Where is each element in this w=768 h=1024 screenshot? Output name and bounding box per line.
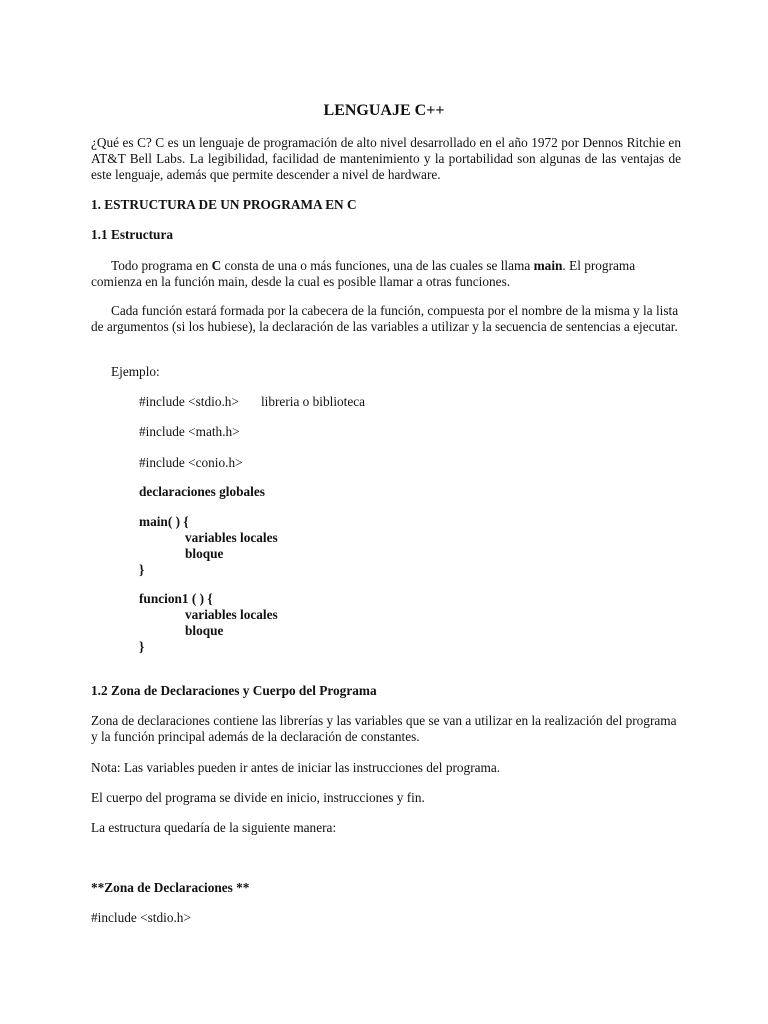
code-main-close: } — [139, 562, 145, 577]
text-run: . El programa comienza en la función main, desde la cual es posible llamar a otras funciones. — [91, 258, 636, 289]
code-include-math: #include <math.h> — [139, 424, 240, 439]
code-global-declarations: declaraciones globales — [139, 484, 265, 499]
document-title: LENGUAJE C++ — [323, 102, 445, 119]
subsection-heading-1-1: 1.1 Estructura — [91, 227, 173, 242]
code-func-block: bloque — [185, 623, 224, 638]
paragraph-main-function — [91, 258, 681, 290]
code-func-vars: variables locales — [185, 607, 278, 622]
code-include-conio: #include <conio.h> — [139, 455, 243, 470]
paragraph-function-structure: Cada función estará formada por la cabecera de la función, compuesta por el nombre de la misma y la lista de argumentos (si los hubiese), la declaración de las variables a utilizar y la secuencia de sentencias a ejecutar. — [91, 303, 679, 334]
code-text: #include <stdio.h> — [139, 394, 239, 409]
section-heading-1: 1. ESTRUCTURA DE UN PROGRAMA EN C — [91, 197, 357, 212]
paragraph-body-division: El cuerpo del programa se divide en inicio, instrucciones y fin. — [91, 790, 425, 805]
text-run: Todo programa en — [111, 258, 212, 273]
code-include-stdio-final: #include <stdio.h> — [91, 910, 191, 925]
code-func-open: funcion1 ( ) { — [139, 591, 213, 606]
code-main-block: bloque — [185, 546, 224, 561]
code-main-open: main( ) { — [139, 514, 189, 529]
subsection-heading-1-2: 1.2 Zona de Declaraciones y Cuerpo del Programa — [91, 683, 377, 698]
intro-paragraph: ¿Qué es C? C es un lenguaje de programación de alto nivel desarrollado en el año 1972 por Dennos Ritchie en AT&T Bell Labs. La legibilidad, facilidad de mantenimiento y la portabilidad son algunas de las ventajas de este lenguaje, además que permite descender a nivel de hardware. — [91, 135, 681, 182]
paragraph-declarations-zone: Zona de declaraciones contiene las librerías y las variables que se van a utilizar en la realización del programa y la función principal además de la declaración de constantes. — [91, 713, 677, 744]
paragraph-note: Nota: Las variables pueden ir antes de iniciar las instrucciones del programa. — [91, 760, 501, 775]
example-label: Ejemplo: — [111, 364, 160, 379]
paragraph-structure-intro: La estructura quedaría de la siguiente manera: — [91, 820, 337, 835]
bold-c: C — [211, 258, 222, 273]
bold-main: main — [533, 258, 563, 273]
text-run: consta de una o más funciones, una de las cuales se llama — [221, 258, 534, 273]
code-func-close: } — [139, 639, 145, 654]
code-include-stdio — [139, 394, 539, 410]
declarations-zone-heading: **Zona de Declaraciones ** — [91, 880, 250, 895]
code-comment: libreria o biblioteca — [260, 394, 366, 409]
code-main-vars: variables locales — [185, 530, 278, 545]
